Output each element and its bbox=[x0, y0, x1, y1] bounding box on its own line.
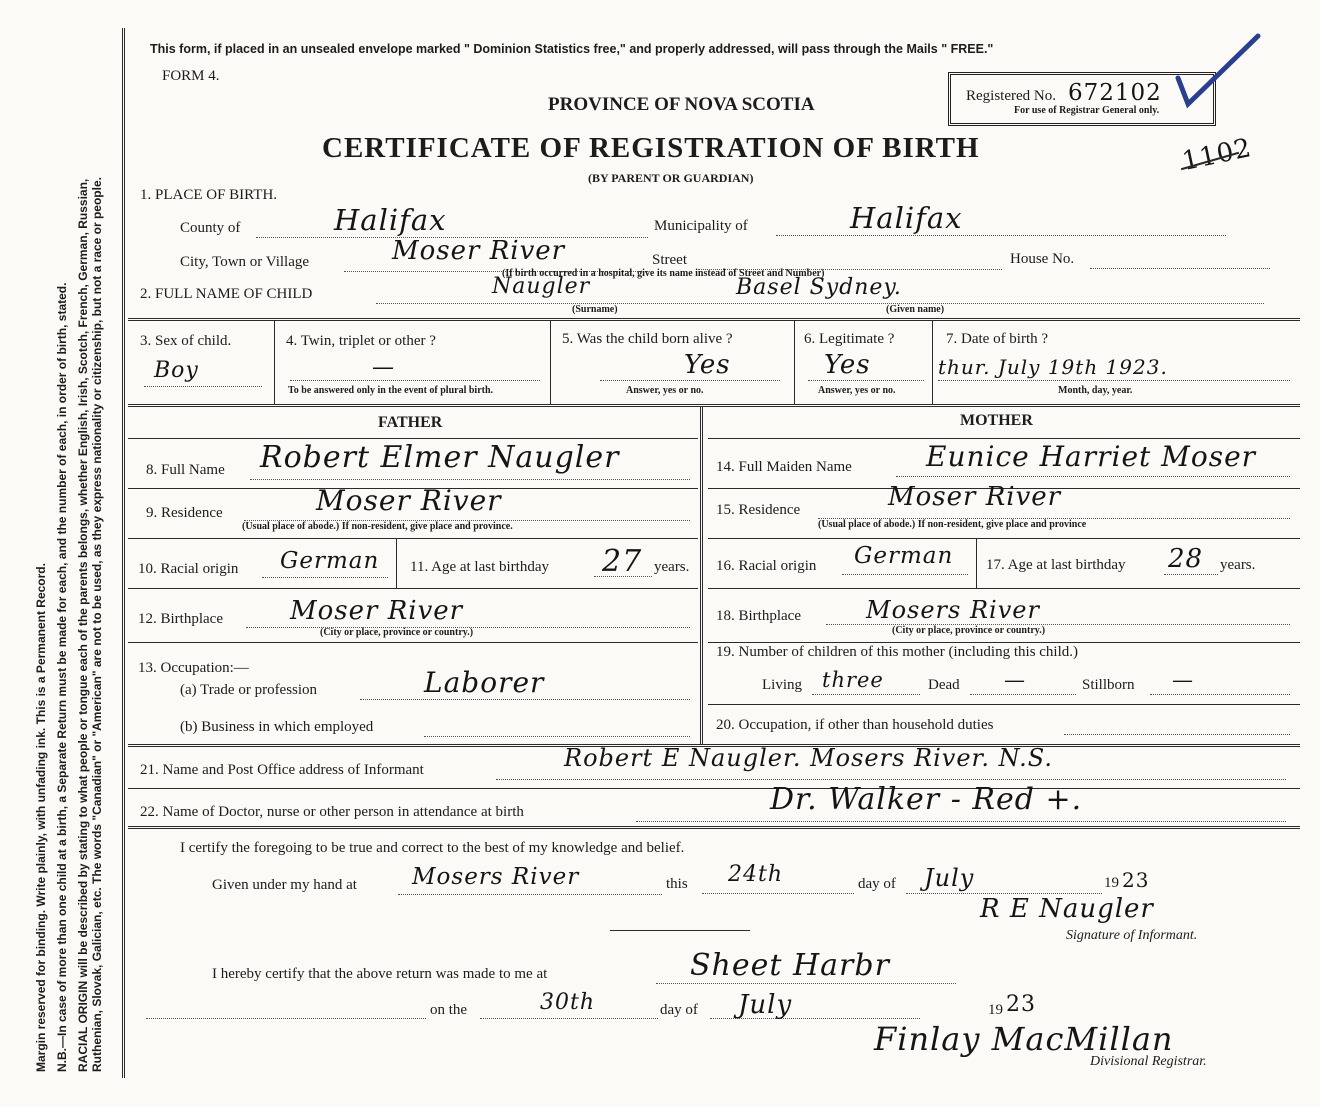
alive-line bbox=[600, 380, 780, 381]
given-place[interactable]: Mosers River bbox=[412, 864, 580, 890]
sex-value[interactable]: Boy bbox=[154, 358, 199, 383]
mother-age-label: 17. Age at last birthday bbox=[986, 557, 1126, 573]
mother-birthplace[interactable]: Mosers River bbox=[866, 596, 1040, 624]
county-label: County of bbox=[180, 220, 241, 236]
legitimate-caption: Answer, yes or no. bbox=[818, 385, 896, 396]
informant-signature[interactable]: R E Naugler bbox=[980, 894, 1154, 924]
margin-binding-note: Margin reserved for binding. Write plainly, with unfading ink. This is a Permanent Record. bbox=[34, 563, 48, 1072]
dob-caption: Month, day, year. bbox=[1058, 385, 1133, 396]
mother-age[interactable]: 28 bbox=[1168, 544, 1204, 574]
house-label: House No. bbox=[1010, 251, 1075, 267]
given-year[interactable]: 23 bbox=[1122, 868, 1150, 892]
mother-heading: MOTHER bbox=[960, 412, 1033, 429]
rule-r5-m bbox=[708, 704, 1300, 705]
margin-racial-note-2: Ruthenian, Slovak, Galician, etc. The words "Canadian" or "American" are not to be used, as they express nationality or citizenship, but not a race or people. bbox=[90, 177, 104, 1072]
registered-number: 672102 bbox=[1068, 80, 1162, 106]
rule-r4-m bbox=[708, 642, 1300, 643]
mother-birthplace-label: 18. Birthplace bbox=[716, 608, 801, 624]
father-age[interactable]: 27 bbox=[602, 544, 643, 579]
registrar-day-line bbox=[480, 1018, 658, 1019]
dob-value[interactable]: thur. July 19th 1923. bbox=[938, 355, 1168, 379]
given-place-line bbox=[398, 894, 662, 895]
informant-line bbox=[496, 779, 1286, 780]
registrar-signature[interactable]: Finlay MacMillan bbox=[874, 1020, 1174, 1058]
father-trade-label: (a) Trade or profession bbox=[180, 682, 318, 698]
alive-value[interactable]: Yes bbox=[684, 350, 731, 380]
given-day-line bbox=[702, 893, 854, 894]
legitimate-line bbox=[808, 380, 924, 381]
father-name-line bbox=[250, 479, 690, 480]
child-name-label: 2. FULL NAME OF CHILD bbox=[140, 286, 313, 302]
mother-racial-label: 16. Racial origin bbox=[716, 558, 817, 574]
child-given-name[interactable]: Basel Sydney. bbox=[736, 275, 902, 300]
municipality-line bbox=[776, 235, 1226, 236]
living-label: Living bbox=[762, 677, 802, 693]
dead-label: Dead bbox=[928, 677, 960, 693]
street-label: Street bbox=[652, 252, 687, 268]
place-of-birth-label: 1. PLACE OF BIRTH. bbox=[140, 187, 278, 203]
rule-father-mother-top bbox=[128, 438, 698, 439]
mother-occupation-label: 20. Occupation, if other than household duties bbox=[716, 717, 994, 733]
father-birthplace-label: 12. Birthplace bbox=[138, 611, 223, 627]
alive-label: 5. Was the child born alive ? bbox=[562, 331, 733, 347]
sex-label: 3. Sex of child. bbox=[140, 333, 232, 349]
city-label: City, Town or Village bbox=[180, 254, 310, 270]
given-caption: (Given name) bbox=[886, 304, 945, 315]
father-trade-line bbox=[360, 699, 690, 700]
father-business-label: (b) Business in which employed bbox=[180, 719, 374, 735]
informant-value[interactable]: Robert E Naugler. Mosers River. N.S. bbox=[564, 744, 1053, 772]
child-name-line bbox=[376, 303, 1264, 304]
father-trade[interactable]: Laborer bbox=[424, 666, 545, 699]
this-label: this bbox=[666, 876, 688, 892]
on-the-label: on the bbox=[430, 1002, 468, 1018]
form-number: FORM 4. bbox=[162, 68, 220, 84]
father-name-label: 8. Full Name bbox=[146, 462, 225, 478]
rule-mother-top bbox=[708, 438, 1300, 439]
municipality-value[interactable]: Halifax bbox=[850, 201, 963, 235]
dead-line bbox=[970, 694, 1076, 695]
corner-mark: 1102 bbox=[1179, 133, 1255, 177]
father-heading: FATHER bbox=[378, 414, 443, 431]
rule-r4-f bbox=[128, 642, 698, 643]
father-age-label: 11. Age at last birthday bbox=[410, 559, 549, 575]
sex-line bbox=[144, 386, 262, 387]
informant-signature-caption: Signature of Informant. bbox=[1066, 928, 1198, 943]
dob-line bbox=[938, 380, 1290, 381]
county-value[interactable]: Halifax bbox=[334, 203, 447, 237]
stillborn-value[interactable]: — bbox=[1172, 668, 1194, 692]
certify-statement: I certify the foregoing to be true and correct to the best of my knowledge and belief. bbox=[180, 840, 685, 856]
house-line bbox=[1090, 268, 1270, 269]
rule-mother-age bbox=[976, 539, 977, 588]
father-racial-label: 10. Racial origin bbox=[138, 561, 239, 577]
father-racial-line bbox=[262, 577, 388, 578]
informant-signature-line bbox=[610, 930, 750, 931]
rule-after-row3 bbox=[128, 404, 1300, 407]
child-surname[interactable]: Naugler bbox=[492, 274, 591, 299]
father-residence[interactable]: Moser River bbox=[316, 484, 502, 517]
alive-caption: Answer, yes or no. bbox=[626, 385, 704, 396]
city-value[interactable]: Moser River bbox=[392, 236, 566, 266]
rule-after-name bbox=[128, 318, 1300, 321]
rule-after-doctor bbox=[128, 826, 1300, 829]
given-under-label: Given under my hand at bbox=[212, 877, 357, 893]
father-name[interactable]: Robert Elmer Naugler bbox=[260, 440, 620, 475]
certificate-subtitle: (BY PARENT OR GUARDIAN) bbox=[588, 171, 754, 185]
registered-label: Registered No. bbox=[966, 88, 1056, 104]
registrar-statement: I hereby certify that the above return was made to me at bbox=[212, 966, 548, 982]
children-count-label: 19. Number of children of this mother (including this child.) bbox=[716, 644, 1079, 660]
margin-rule bbox=[122, 28, 125, 1078]
registrar-place[interactable]: Sheet Harbr bbox=[690, 948, 890, 983]
mother-residence[interactable]: Moser River bbox=[888, 482, 1062, 512]
mother-racial-line bbox=[842, 574, 968, 575]
rule-col-4-5 bbox=[550, 320, 551, 404]
given-day[interactable]: 24th bbox=[728, 862, 784, 887]
father-residence-label: 9. Residence bbox=[146, 505, 223, 521]
margin-nb-note: N.B.—In case of more than one child at a birth, a Separate Return must be made for each, and the number of each, in order of birth, stated. bbox=[55, 282, 69, 1072]
rule-center bbox=[700, 406, 703, 744]
municipality-label: Municipality of bbox=[654, 218, 748, 234]
father-birthplace[interactable]: Moser River bbox=[290, 596, 464, 626]
certificate-title: CERTIFICATE OF REGISTRATION OF BIRTH bbox=[322, 132, 980, 164]
father-business-line bbox=[424, 736, 690, 737]
legitimate-value[interactable]: Yes bbox=[824, 350, 871, 380]
stillborn-label: Stillborn bbox=[1082, 677, 1135, 693]
registrar-day[interactable]: 30th bbox=[540, 990, 596, 1015]
informant-label: 21. Name and Post Office address of Informant bbox=[140, 762, 424, 778]
rule-r3-m bbox=[708, 588, 1300, 589]
margin-notes bbox=[34, 22, 154, 1072]
registrar-leader-line bbox=[146, 1018, 426, 1019]
father-years: years. bbox=[654, 559, 690, 575]
given-day-of-label: day of bbox=[858, 876, 896, 892]
margin-racial-note-1: RACIAL ORIGIN will be described by stating to what people or tongue each of the parents belongs, whether English, Irish, Scotch, French, German, Russian, bbox=[76, 178, 90, 1072]
mother-age-line bbox=[1164, 574, 1218, 575]
father-abode-note: (Usual place of abode.) If non-resident, give place and province. bbox=[242, 521, 513, 532]
mother-abode-note: (Usual place of abode.) If non-resident, give place and province bbox=[818, 519, 1087, 530]
mail-notice: This form, if placed in an unsealed envelope marked " Dominion Statistics free," and properly addressed, will pass through the Mails " FREE." bbox=[150, 42, 994, 56]
dead-value[interactable]: — bbox=[1004, 668, 1026, 692]
father-racial[interactable]: German bbox=[280, 548, 380, 574]
rule-r3-f bbox=[128, 588, 698, 589]
mother-name[interactable]: Eunice Harriet Moser bbox=[926, 440, 1257, 473]
registrar-note: For use of Registrar General only. bbox=[1014, 105, 1160, 116]
mother-years: years. bbox=[1220, 557, 1256, 573]
doctor-label: 22. Name of Doctor, nurse or other person in attendance at birth bbox=[140, 804, 524, 820]
father-occupation-label: 13. Occupation:— bbox=[138, 660, 249, 676]
rule-r2-f bbox=[128, 538, 698, 539]
legitimate-label: 6. Legitimate ? bbox=[804, 331, 895, 347]
registrar-caption: Divisional Registrar. bbox=[1090, 1054, 1207, 1069]
rule-col-6-7 bbox=[932, 320, 933, 404]
twin-line bbox=[290, 380, 540, 381]
registrar-year-prefix: 19 bbox=[988, 1002, 1003, 1018]
mother-residence-label: 15. Residence bbox=[716, 502, 801, 518]
doctor-value[interactable]: Dr. Walker - Red +. bbox=[770, 782, 1083, 817]
mother-occupation-line bbox=[1064, 734, 1290, 735]
rule-col-3-4 bbox=[274, 320, 275, 404]
rule-col-5-6 bbox=[794, 320, 795, 404]
check-mark bbox=[1170, 30, 1265, 110]
living-line bbox=[812, 694, 920, 695]
father-birthplace-note: (City or place, province or country.) bbox=[320, 627, 474, 638]
registrar-month[interactable]: July bbox=[738, 990, 793, 1020]
living-value[interactable]: three bbox=[822, 668, 884, 692]
mother-birthplace-note: (City or place, province or country.) bbox=[892, 625, 1046, 636]
twin-value[interactable]: — bbox=[372, 355, 395, 380]
hospital-note: (If birth occurred in a hospital, give its name instead of Street and Number) bbox=[502, 268, 825, 279]
rule-father-age bbox=[396, 539, 397, 588]
rule-r2-m bbox=[708, 538, 1300, 539]
surname-caption: (Surname) bbox=[572, 304, 618, 315]
registrar-place-line bbox=[656, 983, 956, 984]
registrar-day-of-label: day of bbox=[660, 1002, 698, 1018]
province-heading: PROVINCE OF NOVA SCOTIA bbox=[548, 94, 815, 115]
stillborn-line bbox=[1150, 694, 1290, 695]
given-year-prefix: 19 bbox=[1104, 875, 1119, 891]
mother-name-label: 14. Full Maiden Name bbox=[716, 459, 852, 475]
dob-label: 7. Date of birth ? bbox=[946, 331, 1049, 347]
rule-after-informant bbox=[128, 788, 1300, 789]
given-month[interactable]: July bbox=[924, 864, 975, 892]
mother-name-line bbox=[896, 476, 1290, 477]
mother-racial[interactable]: German bbox=[854, 543, 954, 569]
doctor-line bbox=[636, 821, 1286, 822]
twin-note: To be answered only in the event of plural birth. bbox=[288, 385, 494, 396]
registrar-year[interactable]: 23 bbox=[1006, 992, 1036, 1017]
twin-label: 4. Twin, triplet or other ? bbox=[286, 333, 436, 349]
